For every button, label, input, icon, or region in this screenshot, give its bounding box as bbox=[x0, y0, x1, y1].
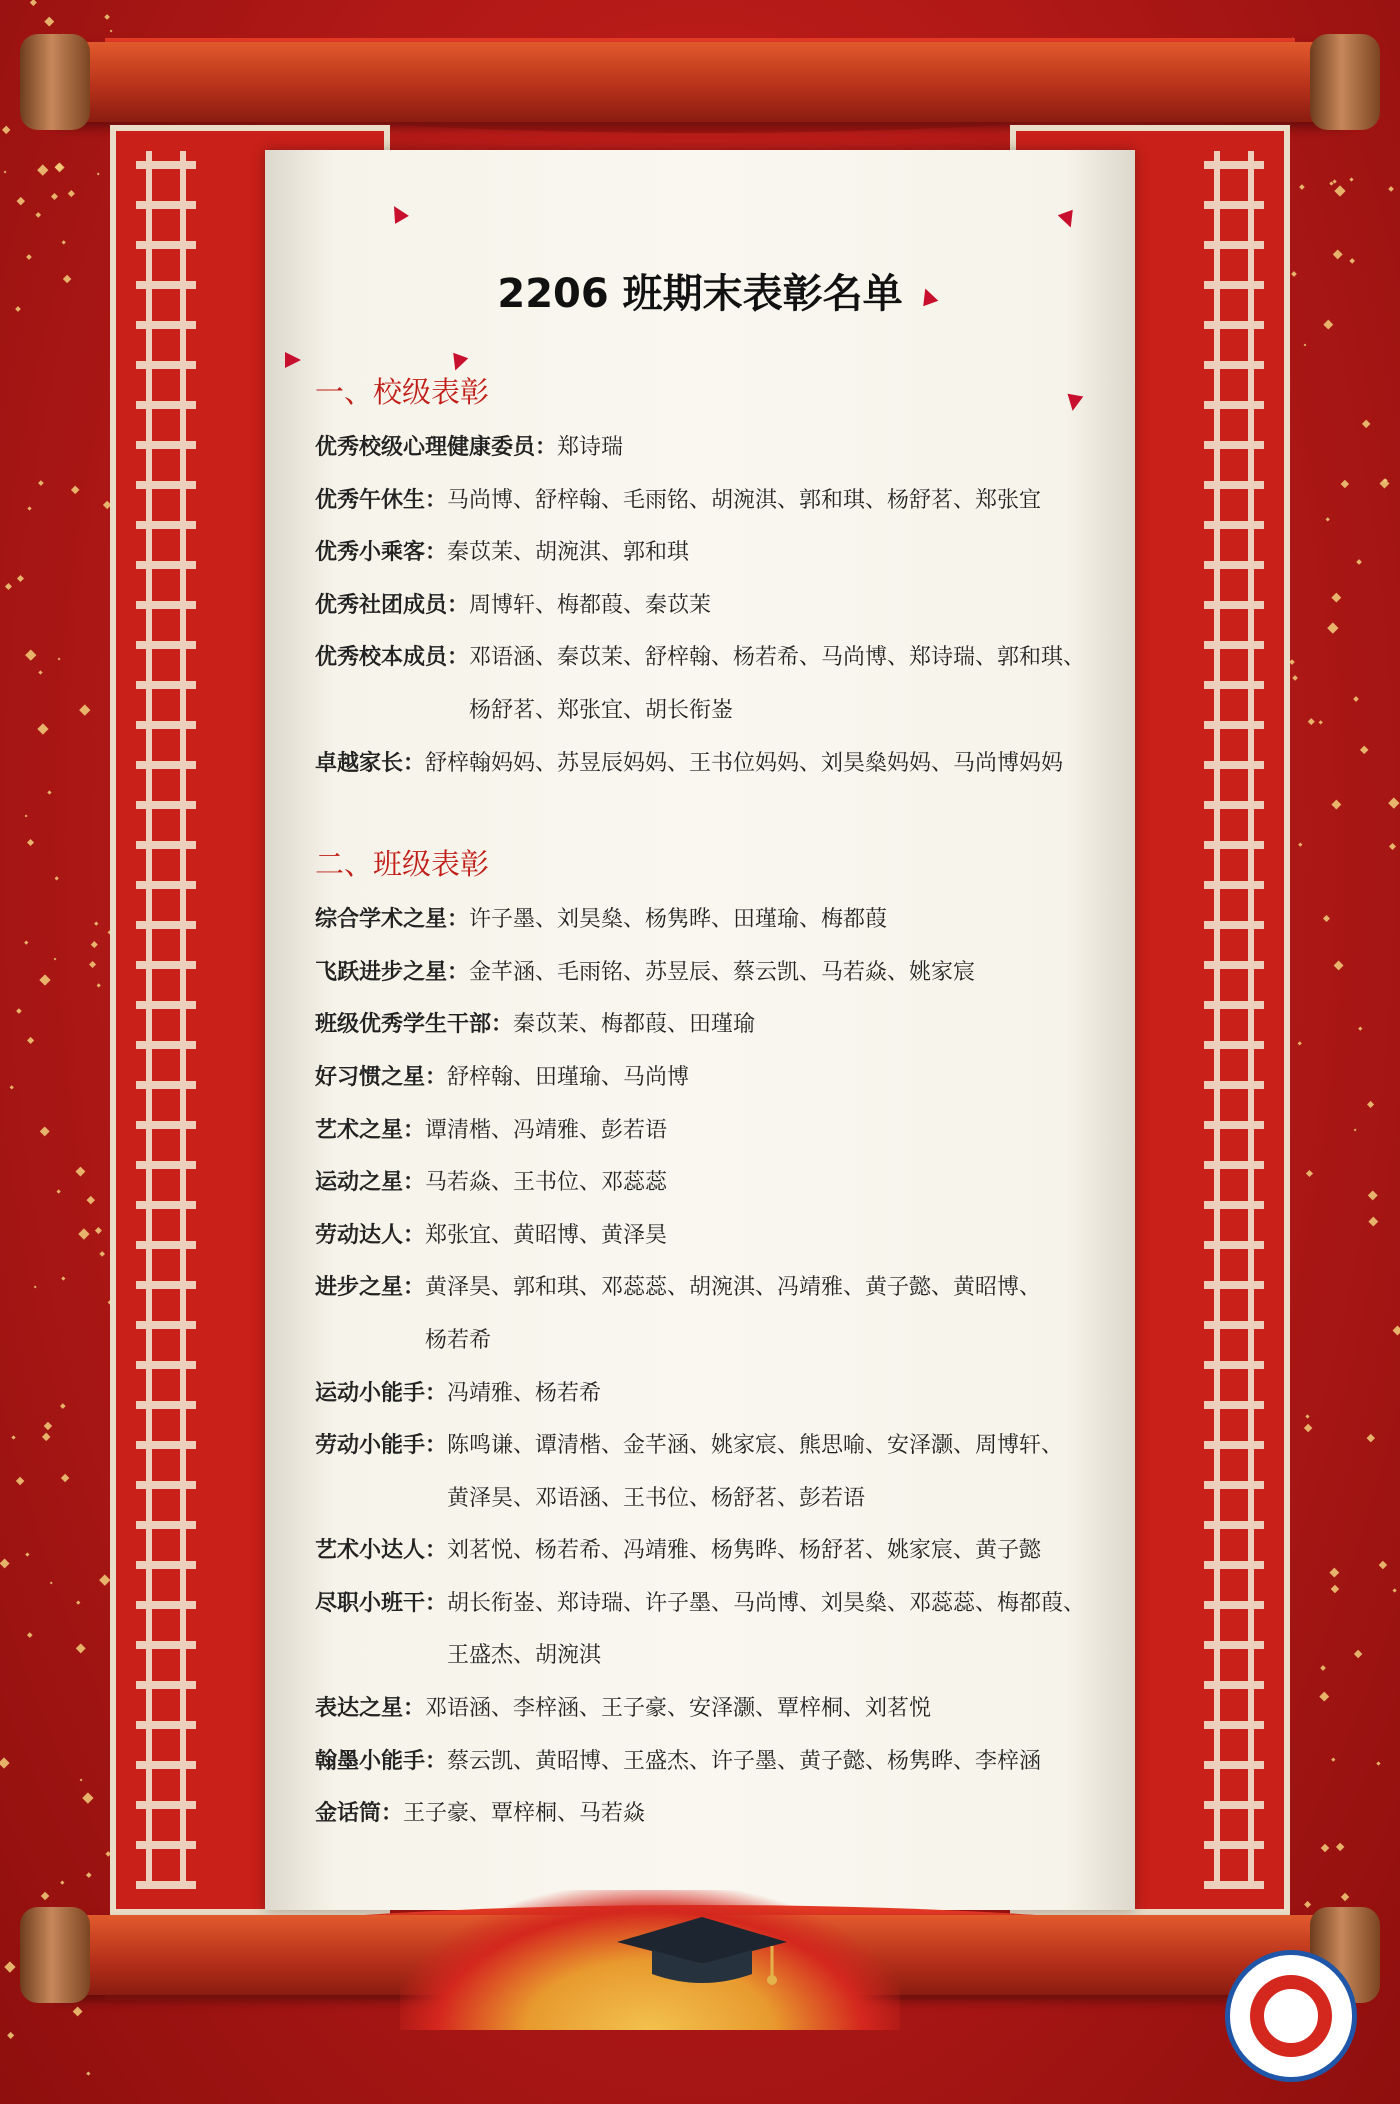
award-row bbox=[315, 580, 1105, 633]
award-label: 好习惯之星： bbox=[315, 1064, 448, 1090]
rod-cap-left bbox=[20, 1907, 90, 2003]
award-row bbox=[315, 738, 1105, 791]
logo-mark-icon bbox=[1250, 1975, 1332, 2057]
award-label: 飞跃进步之星： bbox=[315, 959, 470, 985]
page-title: 2206 班期末表彰名单 bbox=[497, 271, 903, 317]
award-row bbox=[315, 632, 1105, 737]
award-names: 谭清楷、冯靖雅、彭若语 bbox=[425, 1117, 668, 1143]
award-names: 郑张宜、黄昭博、黄泽昊 bbox=[425, 1222, 668, 1248]
award-row bbox=[315, 475, 1105, 528]
award-names: 黄泽昊、郭和琪、邓蕊蕊、胡涴淇、冯靖雅、黄子懿、黄昭博、 杨若希 bbox=[425, 1275, 1042, 1353]
award-label: 劳动达人： bbox=[315, 1222, 426, 1248]
award-row bbox=[315, 1683, 1105, 1736]
award-row bbox=[315, 1157, 1105, 1210]
section-class bbox=[315, 844, 1105, 1841]
award-label: 劳动小能手： bbox=[315, 1433, 448, 1459]
award-names: 许子墨、刘昊燊、杨隽晔、田瑾瑜、梅都葭 bbox=[469, 907, 888, 933]
award-row bbox=[315, 1578, 1105, 1683]
award-names: 胡长衔崟、郑诗瑞、许子墨、马尚博、刘昊燊、邓蕊蕊、梅都葭、 王盛杰、胡涴淇 bbox=[447, 1590, 1086, 1669]
award-row bbox=[315, 1210, 1105, 1263]
award-row bbox=[315, 527, 1105, 580]
award-row bbox=[315, 422, 1105, 475]
section-heading: 一、校级表彰 bbox=[315, 375, 490, 409]
award-names: 邓语涵、秦苡茉、舒梓翰、杨若希、马尚博、郑诗瑞、郭和琪、 杨舒茗、郑张宜、胡长衔崟 bbox=[469, 645, 1086, 723]
rod-cap-right bbox=[1310, 34, 1380, 130]
award-label: 运动小能手： bbox=[315, 1380, 448, 1406]
award-row bbox=[315, 1368, 1105, 1421]
award-row bbox=[315, 1052, 1105, 1105]
award-label: 艺术小达人： bbox=[315, 1538, 448, 1564]
award-names: 秦苡茉、胡涴淇、郭和琪 bbox=[447, 540, 690, 566]
award-label: 翰墨小能手： bbox=[315, 1748, 448, 1774]
award-label: 金话筒： bbox=[315, 1801, 404, 1827]
award-names: 周博轩、梅都葭、秦苡茉 bbox=[469, 592, 712, 618]
meander-pattern bbox=[1204, 151, 1264, 1889]
meander-pattern bbox=[136, 151, 196, 1889]
award-names: 秦苡茉、梅都葭、田瑾瑜 bbox=[513, 1012, 756, 1038]
award-label: 综合学术之星： bbox=[315, 907, 470, 933]
award-names: 陈鸣谦、谭清楷、金芊涵、姚家宸、熊思喻、安泽灏、周博轩、 黄泽昊、邓语涵、王书位、杨舒茗、彭若语 bbox=[447, 1433, 1064, 1511]
award-label: 班级优秀学生干部： bbox=[315, 1012, 514, 1038]
award-names: 舒梓翰妈妈、苏昱辰妈妈、王书位妈妈、刘昊燊妈妈、马尚博妈妈 bbox=[425, 750, 1064, 776]
graduation-cap-icon bbox=[612, 1912, 792, 1992]
award-label: 尽职小班干： bbox=[315, 1590, 448, 1616]
award-list bbox=[315, 372, 1105, 1841]
award-names: 舒梓翰、田瑾瑜、马尚博 bbox=[447, 1064, 690, 1090]
award-label: 艺术之星： bbox=[315, 1117, 426, 1143]
award-label: 卓越家长： bbox=[315, 750, 426, 776]
award-row bbox=[315, 894, 1105, 947]
rod-cap-left bbox=[20, 34, 90, 130]
award-label: 优秀社团成员： bbox=[315, 592, 470, 618]
award-row bbox=[315, 1736, 1105, 1789]
brand-logo bbox=[1225, 1950, 1357, 2082]
award-label: 优秀小乘客： bbox=[315, 540, 448, 566]
award-row bbox=[315, 999, 1105, 1052]
award-row bbox=[315, 947, 1105, 1000]
award-label: 进步之星： bbox=[315, 1275, 426, 1301]
scroll-top-rod bbox=[30, 42, 1370, 122]
award-label: 优秀校级心理健康委员： bbox=[315, 435, 558, 460]
award-label: 表达之星： bbox=[315, 1696, 426, 1722]
confetti-icon bbox=[285, 352, 301, 368]
award-names: 王子豪、覃梓桐、马若焱 bbox=[403, 1801, 646, 1827]
award-names: 刘茗悦、杨若希、冯靖雅、杨隽晔、杨舒茗、姚家宸、黄子懿 bbox=[447, 1538, 1042, 1564]
award-row bbox=[315, 1788, 1105, 1841]
award-row bbox=[315, 1420, 1105, 1525]
section-heading: 二、班级表彰 bbox=[315, 847, 490, 882]
award-label: 优秀午休生： bbox=[315, 487, 448, 513]
award-names: 金芊涵、毛雨铭、苏昱辰、蔡云凯、马若焱、姚家宸 bbox=[469, 959, 976, 985]
award-names: 邓语涵、李梓涵、王子豪、安泽灏、覃梓桐、刘茗悦 bbox=[425, 1696, 932, 1722]
award-row bbox=[315, 1262, 1105, 1367]
sparkle-icon bbox=[1331, 1757, 1335, 1761]
award-names: 马若焱、王书位、邓蕊蕊 bbox=[425, 1170, 668, 1196]
award-row bbox=[315, 1105, 1105, 1158]
award-names: 蔡云凯、黄昭博、王盛杰、许子墨、黄子懿、杨隽晔、李梓涵 bbox=[447, 1748, 1042, 1774]
award-label: 运动之星： bbox=[315, 1170, 426, 1196]
section-school bbox=[315, 372, 1105, 790]
award-row bbox=[315, 1525, 1105, 1578]
award-names: 马尚博、舒梓翰、毛雨铭、胡涴淇、郭和琪、杨舒茗、郑张宜 bbox=[447, 487, 1042, 513]
award-names: 郑诗瑞 bbox=[557, 435, 624, 460]
award-names: 冯靖雅、杨若希 bbox=[447, 1380, 602, 1406]
award-label: 优秀校本成员： bbox=[315, 645, 470, 671]
